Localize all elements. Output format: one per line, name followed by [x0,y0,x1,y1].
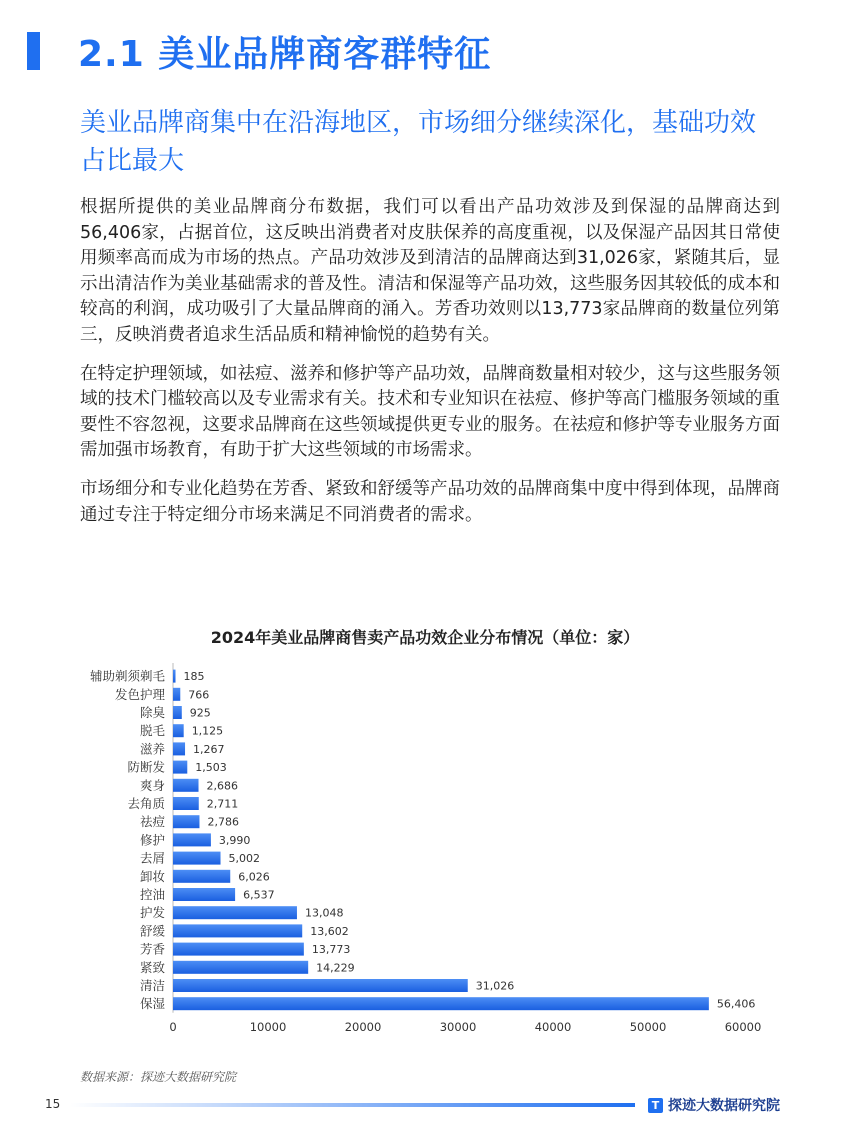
x-tick-label: 0 [169,1019,177,1034]
x-tick-label: 60000 [724,1019,762,1034]
bar [173,670,176,683]
category-label: 祛痘 [139,814,165,830]
bar [173,906,297,919]
x-tick-label: 50000 [629,1019,667,1034]
page-number: 15 [45,1097,61,1111]
title-accent-bar [27,32,40,70]
category-label: 芳香 [139,941,165,957]
x-tick-label: 40000 [534,1019,572,1034]
category-label: 保湿 [139,996,165,1012]
bar-value-label: 1,267 [193,742,225,756]
footer-brand [648,1095,780,1115]
bar-value-label: 1,125 [191,724,224,738]
category-label: 滋养 [139,741,165,757]
bar-value-label: 6,537 [243,888,275,902]
category-label: 去角质 [127,796,165,811]
bar [173,888,235,901]
x-tick-label: 10000 [249,1019,287,1034]
bar-value-label: 5,002 [228,852,261,866]
section-subtitle: 美业品牌商集中在沿海地区，市场细分继续深化，基础功效占比最大 [80,108,757,176]
brand-logo-icon: T [648,1098,663,1113]
bar [173,870,230,883]
bar-value-label: 766 [188,688,210,702]
bar-value-label: 31,026 [475,979,515,993]
category-label: 除臭 [139,705,165,720]
bar [173,797,199,810]
category-label: 去屑 [139,850,165,866]
bar [173,724,184,737]
bar-value-label: 925 [189,706,211,720]
bar-value-label: 14,229 [316,961,355,975]
page-title: 2.1 美业品牌商客群特征 [78,34,492,75]
data-source: 数据来源：探迹大数据研究院 [80,1070,237,1084]
category-label: 爽身 [139,777,165,793]
category-label: 紧致 [139,959,165,975]
category-label: 舒缓 [139,923,165,939]
bar [173,815,199,828]
bar [173,761,187,774]
bar-value-label: 2,686 [206,779,239,793]
bar-value-label: 6,026 [238,870,270,884]
brand-name: 探迹大数据研究院 [668,1098,780,1114]
bar-value-label: 2,786 [207,815,239,829]
bar [173,706,182,719]
bar-chart [0,655,850,1055]
bar-value-label: 56,406 [716,997,756,1011]
bar [173,833,211,846]
category-label: 清洁 [139,978,165,993]
category-label: 脱毛 [139,723,165,739]
bar [173,961,308,974]
bar-value-label: 13,773 [311,943,351,957]
paragraph-1: 根据所提供的美业品牌商分布数据，我们可以看出产品功效涉及到保湿的品牌商达到56,406家，占据首位，这反映出消费者对皮肤保养的高度重视，以及保湿产品因其日常使用频率高而成为市场的热点。产品功效涉及到清洁的品牌商达到31,026家，紧随其后，显示出清洁作为美业基础需求的普及性。清洁和保湿等产品功效，这些服务因其较低的成本和较高的利润，成功吸引了大量品牌商的涌入。芳香功效则以13,773家品牌商的数量位列第三，反映消费者追求生活品质和精神愉悦的趋势有关。 [80,197,780,345]
category-label: 修护 [139,832,165,848]
bar-value-label: 13,048 [304,906,344,920]
bar [173,852,221,865]
category-label: 控油 [139,887,165,902]
bar [173,979,468,992]
category-label: 防断发 [127,759,165,775]
category-label: 护发 [139,905,165,921]
bar [173,779,199,792]
chart-title: 2024年美业品牌商售卖产品功效企业分布情况（单位：家） [210,628,640,647]
bar-value-label: 13,602 [310,924,349,938]
bar [173,997,709,1010]
footer-divider [70,1103,635,1107]
x-tick-label: 30000 [439,1019,477,1034]
bar [173,688,180,701]
paragraph-3: 市场细分和专业化趋势在芳香、紧致和舒缓等产品功效的品牌商集中度中得到体现，品牌商通过专注于特定细分市场来满足不同消费者的需求。 [80,478,780,525]
body-text [80,195,780,541]
paragraph-2: 在特定护理领域，如祛痘、滋养和修护等产品功效，品牌商数量相对较少，这与这些服务领域的技术门槛较高以及专业需求有关。技术和专业知识在祛痘、修护等高门槛服务领域的重要性不容忽视，这要求品牌商在这些领域提供更专业的服务。在祛痘和修护等专业服务方面需加强市场教育，有助于扩大这些领域的市场需求。 [80,363,780,461]
bar-value-label: 3,990 [218,833,251,847]
category-label: 辅助剃须剃毛 [89,668,165,684]
category-label: 发色护理 [114,686,165,702]
bar [173,943,304,956]
bar-value-label: 1,503 [195,761,227,775]
bar-value-label: 185 [183,670,205,684]
bar [173,924,302,937]
bar [173,742,185,755]
bar-value-label: 2,711 [206,797,239,811]
x-tick-label: 20000 [344,1019,382,1034]
category-label: 卸妆 [139,868,165,884]
